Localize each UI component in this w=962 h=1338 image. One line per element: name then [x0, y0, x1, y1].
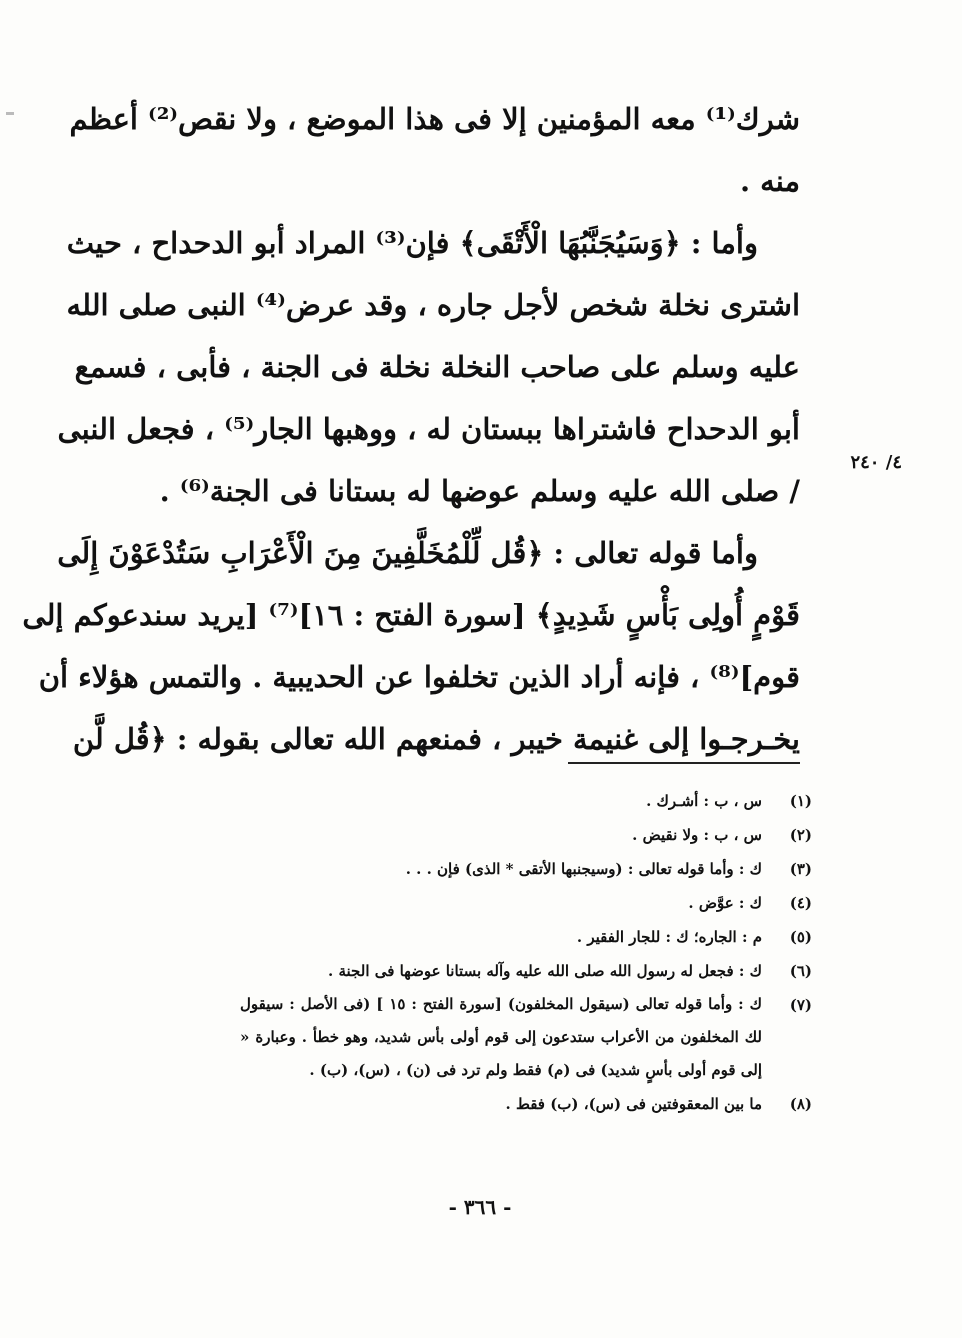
text-line: اشترى نخلة شخص لأجل جاره ، وقد عرض⁽⁴⁾ النبى صلى الله	[66, 288, 800, 322]
text-line: عليه وسلم على صاحب النخلة نخلة فى الجنة ، فأبى ، فسمع	[74, 350, 800, 384]
footnote-separator	[568, 762, 800, 764]
footnote-number: (١)	[789, 792, 812, 810]
footnote-number: (٣)	[789, 860, 812, 878]
footnote-number: (٦)	[789, 962, 812, 980]
text-line: يخـرجـوا إلى غنيمة خيبر ، فمنعهم الله تعالى بقوله : ﴿قُل لَّن	[72, 722, 800, 756]
text-line: / صلى الله عليه وسلم عوضها له بستانا فى الجنة⁽⁶⁾ .	[159, 474, 800, 508]
footnote-text: س ، ب : ولا نقيض .	[632, 826, 762, 844]
footnote	[240, 954, 812, 988]
margin-folio-reference: ٤/ ٢٤٠	[850, 452, 902, 473]
text-line: قوم]⁽⁸⁾ ، فإنه أراد الذين تخلفوا عن الحديبية . والتمس هؤلاء أن	[38, 660, 800, 694]
scan-speck	[6, 112, 14, 115]
footnote	[240, 1087, 812, 1121]
text-line: قَوْمٍ أُولِى بَأْسٍ شَدِيدٍ﴾ [سورة الفتح : ١٦]⁽⁷⁾ [يريد سندعوكم إلى	[22, 598, 800, 632]
text-line: وأما قوله تعالى : ﴿قُل لِّلْمُخَلَّفِينَ مِنَ الْأَعْرَابِ سَتُدْعَوْنَ إِلَى	[57, 536, 758, 570]
text-line: وأما : ﴿وَسَيُجَنَّبُهَا الْأَتْقَى﴾ فإن⁽³⁾ المراد أبو الدحداح ، حيث	[66, 226, 758, 260]
footnote-number: (٤)	[789, 894, 812, 912]
footnote-text: ك : وأما قوله تعالى : (وسيجنبها الأتقى * الذى) فإن . . .	[405, 860, 762, 878]
footnote-text: م : الجاره؛ ك : للجار الفقير .	[576, 928, 762, 946]
footnote-number: (٧)	[789, 996, 812, 1014]
footnote	[240, 920, 812, 954]
main-text	[22, 88, 800, 770]
footnote-number: (٨)	[789, 1095, 812, 1113]
footnote-text: ك : عوَّض .	[688, 894, 762, 912]
footnote	[240, 818, 812, 852]
footnote	[240, 784, 812, 818]
footnotes	[240, 784, 812, 1121]
footnote-text: ك : وأما قوله تعالى (سيقول المخلفون) [سورة الفتح : ١٥ ] (فى الأصل : سيقول لك المخلفون من الأعراب ستدعون إلى قوم أولى بأس شديد، وهو خطأ . وعبارة « إلى قوم أولى بأسٍ شديد) فى (م) فقط ولم ترد فى (ن) ، (س)، (ب) .	[240, 995, 762, 1079]
footnote	[240, 852, 812, 886]
footnote	[240, 886, 812, 920]
text-line: منه .	[739, 164, 800, 198]
page-number: - ٣٦٦ -	[448, 1195, 512, 1219]
footnote-text: ما بين المعقوفتين فى (س)، (ب) فقط .	[505, 1095, 762, 1113]
text-line: شرك⁽¹⁾ معه المؤمنين إلا فى هذا الموضع ، ولا نقص⁽²⁾ أعظم	[69, 102, 800, 136]
footnote-text: س ، ب : أشـرك .	[646, 792, 762, 810]
footnote	[240, 988, 812, 1087]
footnote-number: (٥)	[789, 928, 812, 946]
footnote-number: (٢)	[789, 826, 812, 844]
text-line: أبو الدحداح فاشتراها ببستان له ، ووهبها الجار⁽⁵⁾ ، فجعل النبى	[57, 412, 800, 446]
footnote-text: ك : فجعل له رسول الله صلى الله عليه وآله بستانا عوضها فى الجنة .	[328, 962, 762, 980]
